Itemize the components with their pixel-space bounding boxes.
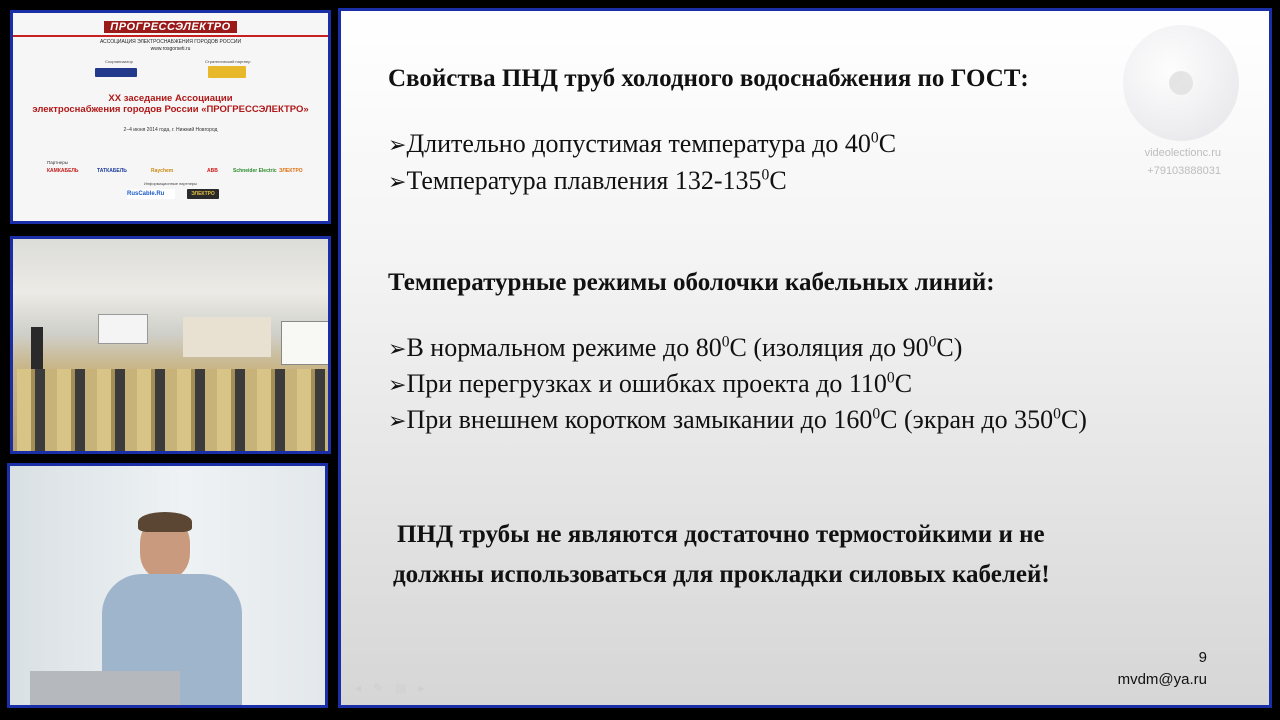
audience-video: [10, 236, 331, 454]
slide-heading-1: Свойства ПНД труб холодного водоснабжения по ГОСТ:: [388, 65, 1029, 92]
partner-logo: ABB: [207, 168, 218, 174]
pen-icon[interactable]: ✎: [373, 681, 396, 695]
menu-icon[interactable]: ▤: [395, 681, 419, 695]
partner-logo: ЭЛЕКТРО: [279, 168, 303, 174]
slideshow-controls[interactable]: [355, 681, 436, 695]
conclusion-line-1: ПНД трубы не являются достаточно термостойкими и не: [397, 521, 1045, 548]
bullet-arrow-icon: ➢: [388, 169, 407, 194]
partners-row: [47, 167, 317, 177]
audience-seats: [17, 369, 329, 453]
organizer-label: Соорганизатор: [105, 59, 133, 64]
next-slide-icon[interactable]: ▸: [418, 681, 437, 695]
projection-screen-right: [281, 321, 331, 365]
watermark-site: videolectionc.ru: [1144, 147, 1221, 159]
bullet-item: ➢При внешнем коротком замыкании до $160^0С$ (экран до $350^0С$): [388, 405, 1087, 434]
event-date: 2–4 июня 2014 года, г. Нижний Новгород: [123, 127, 218, 133]
watermark-phone: +79103888031: [1147, 165, 1221, 177]
watermark-disc-logo: [1123, 25, 1239, 141]
banner-subtitle: АССОЦИАЦИЯ ЭЛЕКТРОСНАБЖЕНИЯ ГОРОДОВ РОССИИ: [99, 39, 242, 45]
info-partners-label: Информационные партнеры: [143, 181, 198, 186]
organizer-logo: [95, 68, 137, 77]
bullet-item: ➢В нормальном режиме до $80^0С$ (изоляция до $90^0С$): [388, 333, 963, 362]
strategic-partner-logo: [208, 66, 246, 78]
bullet-arrow-icon: ➢: [388, 336, 407, 361]
bullet-arrow-icon: ➢: [388, 408, 407, 433]
partner-logo: ТАТКАБЕЛЬ: [97, 168, 127, 174]
bullet-item: ➢При перегрузках и ошибках проекта до $110^0С$: [388, 369, 913, 398]
presentation-slide: [338, 8, 1272, 708]
info-partner-logo: RusCable.Ru: [127, 189, 175, 199]
partner-logo: Raychem: [151, 168, 174, 174]
bullet-item: ➢Длительно допустимая температура до $40^0С$: [388, 129, 897, 158]
partners-label: Партнеры: [47, 160, 68, 165]
speaker-figure: [31, 327, 43, 371]
info-partner-logo: ЭЛЕКТРО: [187, 189, 219, 199]
partner-logo: Schneider Electric: [233, 168, 277, 174]
banner-url: www.rosgorseti.ru: [150, 46, 191, 52]
page-number: 9: [1198, 649, 1207, 666]
bullet-arrow-icon: ➢: [388, 372, 407, 397]
progresselektro-logo: ПРОГРЕССЭЛЕКТРО: [13, 21, 328, 33]
bullet-item: ➢Температура плавления $132-135^0С$: [388, 166, 787, 195]
banner-divider: [13, 35, 328, 37]
projection-screen-left: [98, 314, 148, 344]
conclusion-line-2: должны использоваться для прокладки силовых кабелей!: [393, 561, 1050, 588]
slide-heading-2: Температурные режимы оболочки кабельных линий:: [388, 269, 995, 296]
event-title: XX заседание Ассоциации электроснабжения городов России «ПРОГРЕССЭЛЕКТРО»: [32, 93, 309, 115]
conference-banner: [10, 10, 331, 224]
partner-logo: КАМКАБЕЛЬ: [47, 168, 79, 174]
footer-email: mvdm@ya.ru: [1117, 671, 1207, 688]
speaker-video: [7, 463, 328, 708]
strategic-partner-label: Стратегический партнер: [205, 59, 251, 64]
stage-banner: [183, 317, 271, 357]
bullet-arrow-icon: ➢: [388, 132, 407, 157]
lectern: [30, 671, 180, 708]
speaker-hair: [138, 512, 192, 532]
prev-slide-icon[interactable]: ◂: [355, 681, 374, 695]
